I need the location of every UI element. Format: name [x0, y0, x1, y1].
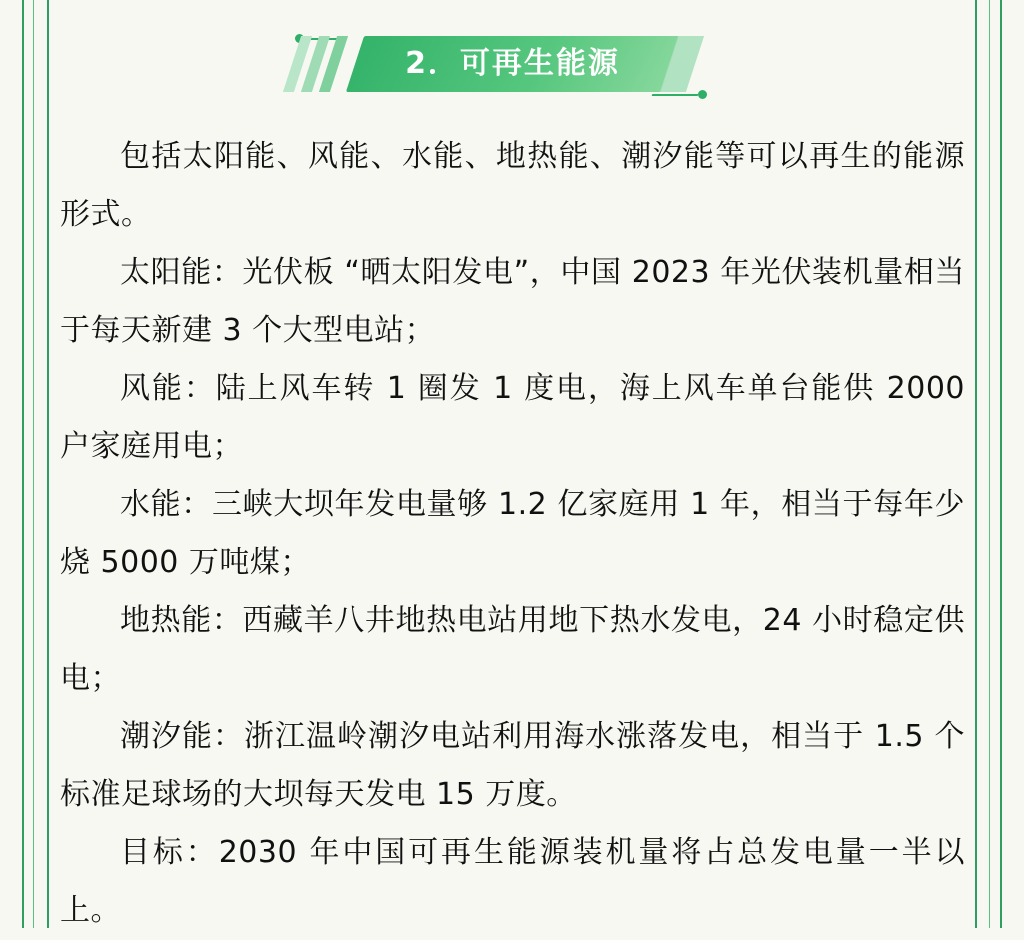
right-border-rule-2 — [989, 0, 990, 928]
right-border-rule-3 — [1000, 0, 1002, 928]
banner-dot-bottom-right — [698, 90, 707, 99]
paragraph-hydro: 水能：三峡大坝年发电量够 1.2 亿家庭用 1 年，相当于每年少烧 5000 万吨煤； — [60, 487, 965, 580]
paragraph-goal: 目标：2030 年中国可再生能源装机量将占总发电量一半以上。 — [60, 835, 965, 928]
section-heading-banner — [280, 28, 720, 110]
paragraph-tidal: 潮汐能：浙江温岭潮汐电站利用海水涨落发电，相当于 1.5 个标准足球场的大坝每天发电 15 万度。 — [60, 719, 965, 812]
body-text — [60, 128, 965, 940]
left-border-rule-2 — [33, 0, 34, 928]
right-border-rule-1 — [975, 0, 977, 928]
left-border-rule-3 — [47, 0, 49, 928]
paragraph-geothermal: 地热能：西藏羊八井地热电站用地下热水发电，24 小时稳定供电； — [60, 603, 965, 696]
page-title: 2．可再生能源 — [405, 46, 620, 81]
paragraph-intro: 包括太阳能、风能、水能、地热能、潮汐能等可以再生的能源形式。 — [60, 139, 965, 232]
left-border-rule-1 — [22, 0, 24, 928]
paragraph-solar: 太阳能：光伏板 “晒太阳发电”，中国 2023 年光伏装机量相当于每天新建 3 个大型电站； — [60, 255, 965, 348]
banner-line-bottom — [652, 94, 699, 96]
paragraph-wind: 风能：陆上风车转 1 圈发 1 度电，海上风车单台能供 2000 户家庭用电； — [60, 371, 965, 464]
